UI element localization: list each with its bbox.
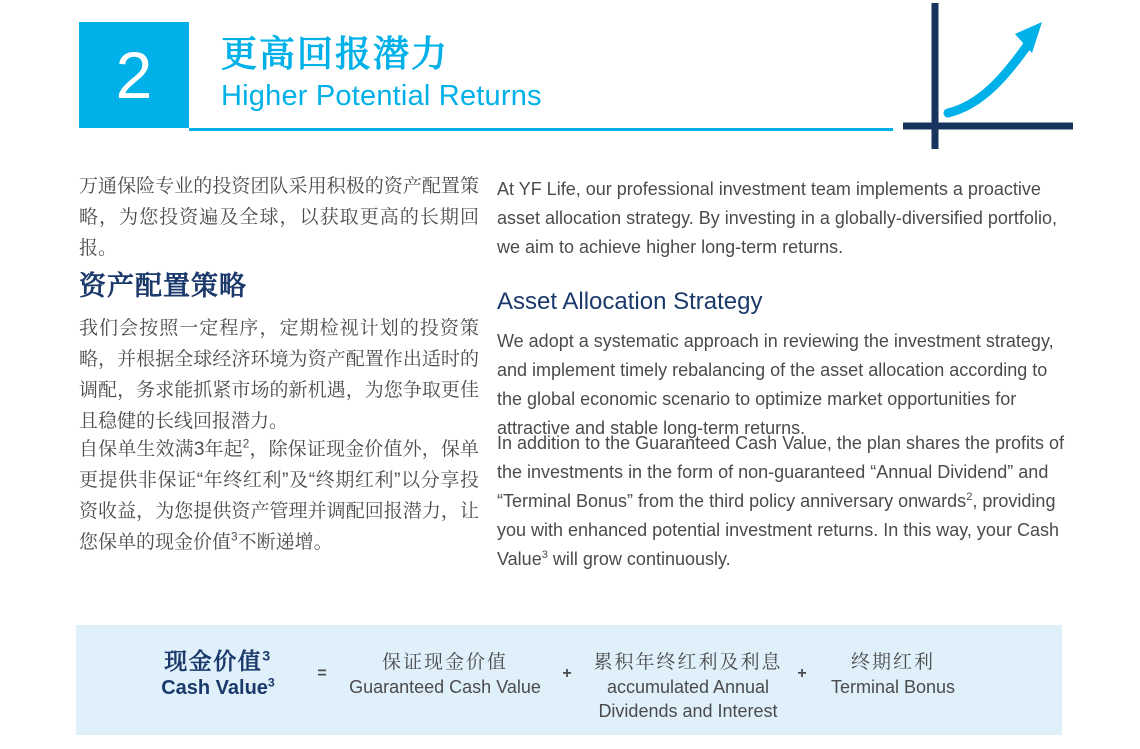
dividends-zh-text: ，除保证现金价值外，保单更提供非保证“年终红利”及“终期红利”以分享投资收益，为您提供资产管理并调配回报潜力，让您保单的现金价值 (79, 439, 479, 553)
dividends-en-text: In addition to the Guaranteed Cash Value, the plan shares the profits of the investments in the form of non-guaranteed “Annual Dividend” and “Terminal Bonus” from the third policy anniversary onwards (497, 433, 1065, 511)
strategy-review-paragraph-zh: 我们会按照一定程序，定期检视计划的投资策略，并根据全球经济环境为资产配置作出适时的调配，务求能抓紧市场的新机遇，为您争取更佳且稳健的长线回报潜力。 (79, 318, 479, 432)
intro-paragraph-en: At YF Life, our professional investment team implements a proactive asset allocation strategy. By investing in a globally-diversified portfolio, we aim to achieve higher long-term returns. (497, 179, 1057, 257)
equals-sign: = (317, 665, 327, 682)
formula-term-guaranteed-cash-value (335, 650, 555, 699)
title-underline-rule (189, 128, 893, 131)
strategy-heading-zh: 资产配置策略 (79, 271, 247, 301)
formula-result-cash-value (118, 647, 318, 702)
dividends-paragraph-zh (79, 434, 479, 558)
cash-value-formula-box (76, 625, 1062, 735)
plus-sign: + (797, 665, 807, 682)
footnote-ref-3: 3 (541, 549, 548, 561)
footnote-ref-3: 3 (262, 648, 272, 665)
section-number: 2 (115, 38, 153, 112)
footnote-ref-2: 2 (966, 491, 973, 503)
plus-sign: + (562, 665, 572, 682)
section-title-block (221, 33, 542, 113)
term-en: Guaranteed Cash Value (349, 677, 541, 697)
footnote-ref-3: 3 (231, 530, 238, 544)
term-zh: 保证现金价值 (381, 652, 508, 673)
growth-chart-icon (903, 3, 1075, 151)
term-en: accumulated Annual Dividends and Interest (598, 677, 778, 721)
dividends-paragraph-en (497, 429, 1077, 574)
footnote-ref-3: 3 (267, 675, 275, 690)
strategy-review-paragraph-en: We adopt a systematic approach in reviewing the investment strategy, and implement timely rebalancing of the asset allocation according to the global economic scenario to optimize market opportunities for attractive and stable long-term returns. (497, 331, 1054, 438)
intro-paragraph-zh: 万通保险专业的投资团队采用积极的资产配置策略，为您投资遍及全球，以获取更高的长期回报。 (79, 176, 479, 259)
term-zh: 累积年终红利及利息 (593, 652, 783, 673)
formula-term-terminal-bonus (803, 650, 983, 699)
formula-term-accumulated-dividends (568, 650, 808, 723)
dividends-zh-text: 不断递增。 (237, 532, 333, 553)
term-en: Terminal Bonus (830, 677, 956, 697)
term-zh: 终期红利 (850, 652, 935, 673)
dividends-en-text: will grow continuously. (547, 549, 731, 569)
dividends-en-text: , providing you with enhanced potential investment returns. In this way, your Cash Value (497, 491, 1059, 569)
footnote-ref-2: 2 (242, 437, 250, 451)
formula-result-en: Cash Value$^3$ (161, 675, 275, 699)
section-title-zh: 更高回报潜力 (221, 33, 450, 74)
section-number-badge (79, 22, 189, 128)
strategy-heading-en: Asset Allocation Strategy (497, 288, 763, 315)
formula-result-zh: 现金价值$^3$ (164, 648, 272, 674)
dividends-zh-text: 自保单生效满3年起 (79, 439, 243, 460)
section-title-en: Higher Potential Returns (221, 80, 542, 112)
